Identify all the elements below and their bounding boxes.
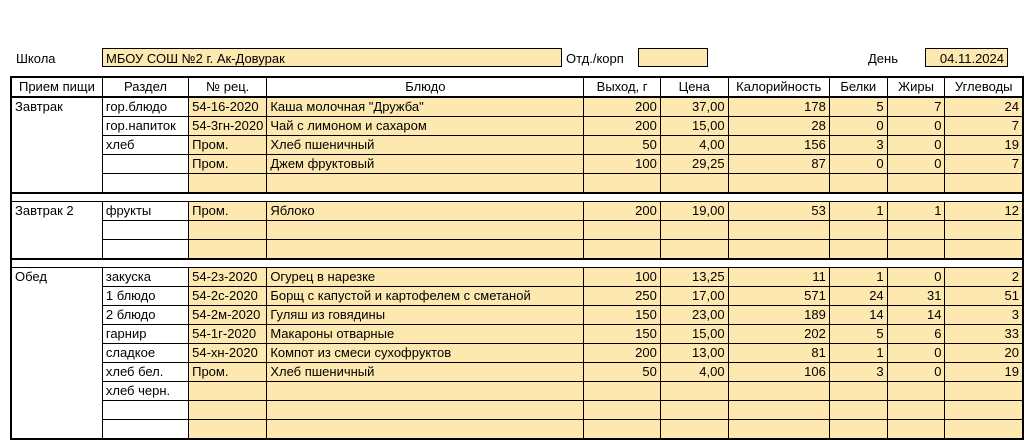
dish-cell[interactable] [267,221,584,240]
protein-cell[interactable]: 24 [829,287,887,306]
protein-cell[interactable]: 3 [829,136,887,155]
table-row [11,240,1023,259]
carbs-cell[interactable]: 20 [945,344,1023,363]
calories-cell[interactable] [728,240,829,259]
protein-cell[interactable] [829,240,887,259]
carbs-cell[interactable]: 3 [945,306,1023,325]
yield-cell[interactable]: 100 [584,268,661,287]
yield-cell[interactable] [584,174,661,193]
day-label: День [868,51,898,66]
protein-cell[interactable]: 14 [829,306,887,325]
carbs-cell[interactable] [945,174,1023,193]
carbs-cell[interactable]: 19 [945,136,1023,155]
group-spacer [11,193,1023,202]
dish-cell[interactable] [267,382,584,401]
price-cell[interactable]: 17,00 [660,287,728,306]
meal-cell-empty [11,287,102,306]
table-row [11,221,1023,240]
group-spacer [11,259,1023,268]
table-row [11,268,1023,287]
calories-cell[interactable]: 106 [728,363,829,382]
recipe-cell[interactable]: 54-16-2020 [189,97,267,117]
col-price-header: Цена [660,77,728,97]
dish-cell[interactable] [267,401,584,420]
calories-cell[interactable]: 87 [728,155,829,174]
section-cell[interactable]: хлеб [102,136,188,155]
calories-cell[interactable]: 81 [728,344,829,363]
col-meal-header: Прием пищи [11,77,102,97]
calories-cell[interactable] [728,174,829,193]
meal-cell-empty [11,401,102,420]
meal-cell-empty [11,363,102,382]
fat-cell[interactable]: 1 [887,202,945,221]
section-cell[interactable]: сладкое [102,344,188,363]
recipe-cell[interactable]: 54-2з-2020 [189,268,267,287]
table-body [11,97,1023,439]
carbs-cell[interactable]: 7 [945,155,1023,174]
protein-cell[interactable] [829,401,887,420]
menu-table [10,76,1024,440]
meal-cell-empty [11,155,102,174]
yield-cell[interactable] [584,420,661,439]
protein-cell[interactable]: 0 [829,155,887,174]
carbs-cell[interactable] [945,221,1023,240]
meal-cell-empty [11,174,102,193]
calories-cell[interactable]: 53 [728,202,829,221]
fat-cell[interactable]: 31 [887,287,945,306]
price-cell[interactable]: 29,25 [660,155,728,174]
protein-cell[interactable]: 5 [829,97,887,117]
table-row [11,117,1023,136]
meal-cell: Завтрак [11,97,102,117]
table-row [11,306,1023,325]
recipe-cell[interactable] [189,240,267,259]
section-cell[interactable]: закуска [102,268,188,287]
calories-cell[interactable] [728,221,829,240]
table-row [11,202,1023,221]
meal-cell-empty [11,344,102,363]
protein-cell[interactable] [829,382,887,401]
protein-cell[interactable]: 0 [829,117,887,136]
dish-cell[interactable]: Гуляш из говядины [267,306,584,325]
dish-cell[interactable]: Джем фруктовый [267,155,584,174]
meal-cell-empty [11,382,102,401]
dish-cell[interactable]: Чай с лимоном и сахаром [267,117,584,136]
dept-label: Отд./корп [566,51,624,66]
fat-cell[interactable]: 0 [887,344,945,363]
dept-field[interactable] [638,48,708,67]
dish-cell[interactable] [267,420,584,439]
col-carbs-header: Углеводы [945,77,1023,97]
table-row [11,136,1023,155]
recipe-cell[interactable] [189,382,267,401]
yield-cell[interactable]: 200 [584,202,661,221]
recipe-cell[interactable]: 54-2с-2020 [189,287,267,306]
protein-cell[interactable]: 5 [829,325,887,344]
price-cell[interactable]: 19,00 [660,202,728,221]
section-cell[interactable]: хлеб черн. [102,382,188,401]
carbs-cell[interactable]: 51 [945,287,1023,306]
calories-cell[interactable]: 571 [728,287,829,306]
col-calories-header: Калорийность [728,77,829,97]
meal-cell-empty [11,306,102,325]
fat-cell[interactable]: 0 [887,117,945,136]
price-cell[interactable] [660,240,728,259]
carbs-cell[interactable]: 24 [945,97,1023,117]
recipe-cell[interactable]: 54-хн-2020 [189,344,267,363]
price-cell[interactable]: 13,00 [660,344,728,363]
meal-cell: Завтрак 2 [11,202,102,221]
yield-cell[interactable]: 100 [584,155,661,174]
recipe-cell[interactable]: 54-2м-2020 [189,306,267,325]
dish-cell[interactable]: Борщ с капустой и картофелем с сметаной [267,287,584,306]
price-cell[interactable] [660,174,728,193]
yield-cell[interactable] [584,401,661,420]
calories-cell[interactable]: 202 [728,325,829,344]
protein-cell[interactable] [829,174,887,193]
table-row [11,174,1023,193]
protein-cell[interactable]: 1 [829,344,887,363]
protein-cell[interactable]: 3 [829,363,887,382]
price-cell[interactable] [660,401,728,420]
section-cell[interactable]: 2 блюдо [102,306,188,325]
protein-cell[interactable]: 1 [829,268,887,287]
carbs-cell[interactable]: 33 [945,325,1023,344]
fat-cell[interactable] [887,240,945,259]
price-cell[interactable]: 23,00 [660,306,728,325]
section-cell[interactable] [102,155,188,174]
calories-cell[interactable]: 11 [728,268,829,287]
section-cell[interactable]: фрукты [102,202,188,221]
recipe-cell[interactable]: Пром. [189,136,267,155]
carbs-cell[interactable] [945,382,1023,401]
price-cell[interactable] [660,420,728,439]
calories-cell[interactable]: 28 [728,117,829,136]
price-cell[interactable]: 15,00 [660,117,728,136]
meal-cell-empty [11,325,102,344]
price-cell[interactable]: 15,00 [660,325,728,344]
col-dish-header: Блюдо [267,77,584,97]
fat-cell[interactable] [887,221,945,240]
col-yield-header: Выход, г [584,77,661,97]
calories-cell[interactable] [728,420,829,439]
meal-cell-empty [11,117,102,136]
col-recipe-header: № рец. [189,77,267,97]
table-row [11,287,1023,306]
recipe-cell[interactable] [189,401,267,420]
yield-cell[interactable]: 150 [584,306,661,325]
protein-cell[interactable] [829,420,887,439]
table-row [11,363,1023,382]
col-fat-header: Жиры [887,77,945,97]
protein-cell[interactable] [829,221,887,240]
section-cell[interactable]: хлеб бел. [102,363,188,382]
carbs-cell[interactable]: 7 [945,117,1023,136]
carbs-cell[interactable] [945,240,1023,259]
dish-cell[interactable] [267,240,584,259]
recipe-cell[interactable] [189,174,267,193]
carbs-cell[interactable] [945,401,1023,420]
price-cell[interactable] [660,221,728,240]
fat-cell[interactable] [887,174,945,193]
dish-cell[interactable]: Каша молочная "Дружба" [267,97,584,117]
carbs-cell[interactable]: 12 [945,202,1023,221]
yield-cell[interactable] [584,382,661,401]
fat-cell[interactable] [887,401,945,420]
fat-cell[interactable] [887,420,945,439]
fat-cell[interactable]: 14 [887,306,945,325]
meal-cell-empty [11,221,102,240]
fat-cell[interactable]: 0 [887,363,945,382]
meal-cell-empty [11,136,102,155]
recipe-cell[interactable]: Пром. [189,202,267,221]
carbs-cell[interactable]: 19 [945,363,1023,382]
dish-cell[interactable]: Макароны отварные [267,325,584,344]
dish-cell[interactable]: Хлеб пшеничный [267,136,584,155]
calories-cell[interactable] [728,401,829,420]
fat-cell[interactable]: 7 [887,97,945,117]
carbs-cell[interactable] [945,420,1023,439]
section-cell[interactable]: гор.напиток [102,117,188,136]
meal-cell: Обед [11,268,102,287]
recipe-cell[interactable]: 54-1г-2020 [189,325,267,344]
dish-cell[interactable]: Огурец в нарезке [267,268,584,287]
school-field[interactable]: МБОУ СОШ №2 г. Ак-Довурак [102,48,562,67]
school-label: Школа [16,51,56,66]
fat-cell[interactable]: 6 [887,325,945,344]
calories-cell[interactable] [728,382,829,401]
recipe-cell[interactable] [189,420,267,439]
yield-cell[interactable]: 250 [584,287,661,306]
yield-cell[interactable]: 50 [584,136,661,155]
table-row [11,155,1023,174]
section-cell[interactable] [102,240,188,259]
section-cell[interactable] [102,401,188,420]
table-row [11,420,1023,439]
dish-cell[interactable]: Хлеб пшеничный [267,363,584,382]
recipe-cell[interactable]: 54-3гн-2020 [189,117,267,136]
dish-cell[interactable] [267,174,584,193]
calories-cell[interactable]: 178 [728,97,829,117]
table-row [11,382,1023,401]
fat-cell[interactable]: 0 [887,268,945,287]
meal-cell-empty [11,240,102,259]
table-row [11,401,1023,420]
fat-cell[interactable] [887,382,945,401]
dish-cell[interactable]: Компот из смеси сухофруктов [267,344,584,363]
price-cell[interactable] [660,382,728,401]
section-cell[interactable] [102,221,188,240]
price-cell[interactable]: 4,00 [660,136,728,155]
yield-cell[interactable]: 50 [584,363,661,382]
col-protein-header: Белки [829,77,887,97]
calories-cell[interactable]: 189 [728,306,829,325]
dish-cell[interactable]: Яблоко [267,202,584,221]
price-cell[interactable]: 13,25 [660,268,728,287]
recipe-cell[interactable]: Пром. [189,155,267,174]
price-cell[interactable]: 4,00 [660,363,728,382]
yield-cell[interactable]: 150 [584,325,661,344]
table-row [11,97,1023,117]
table-row [11,344,1023,363]
section-cell[interactable] [102,174,188,193]
calories-cell[interactable]: 156 [728,136,829,155]
yield-cell[interactable] [584,221,661,240]
recipe-cell[interactable]: Пром. [189,363,267,382]
section-cell[interactable] [102,420,188,439]
protein-cell[interactable]: 1 [829,202,887,221]
meal-cell-empty [11,420,102,439]
section-cell[interactable]: гарнир [102,325,188,344]
section-cell[interactable]: 1 блюдо [102,287,188,306]
fat-cell[interactable]: 0 [887,155,945,174]
yield-cell[interactable] [584,240,661,259]
col-section-header: Раздел [102,77,188,97]
day-field[interactable]: 04.11.2024 [925,48,1008,67]
yield-cell[interactable]: 200 [584,117,661,136]
price-cell[interactable]: 37,00 [660,97,728,117]
yield-cell[interactable]: 200 [584,97,661,117]
yield-cell[interactable]: 200 [584,344,661,363]
table-row [11,325,1023,344]
section-cell[interactable]: гор.блюдо [102,97,188,117]
table-header-row [11,77,1023,97]
fat-cell[interactable]: 0 [887,136,945,155]
recipe-cell[interactable] [189,221,267,240]
carbs-cell[interactable]: 2 [945,268,1023,287]
